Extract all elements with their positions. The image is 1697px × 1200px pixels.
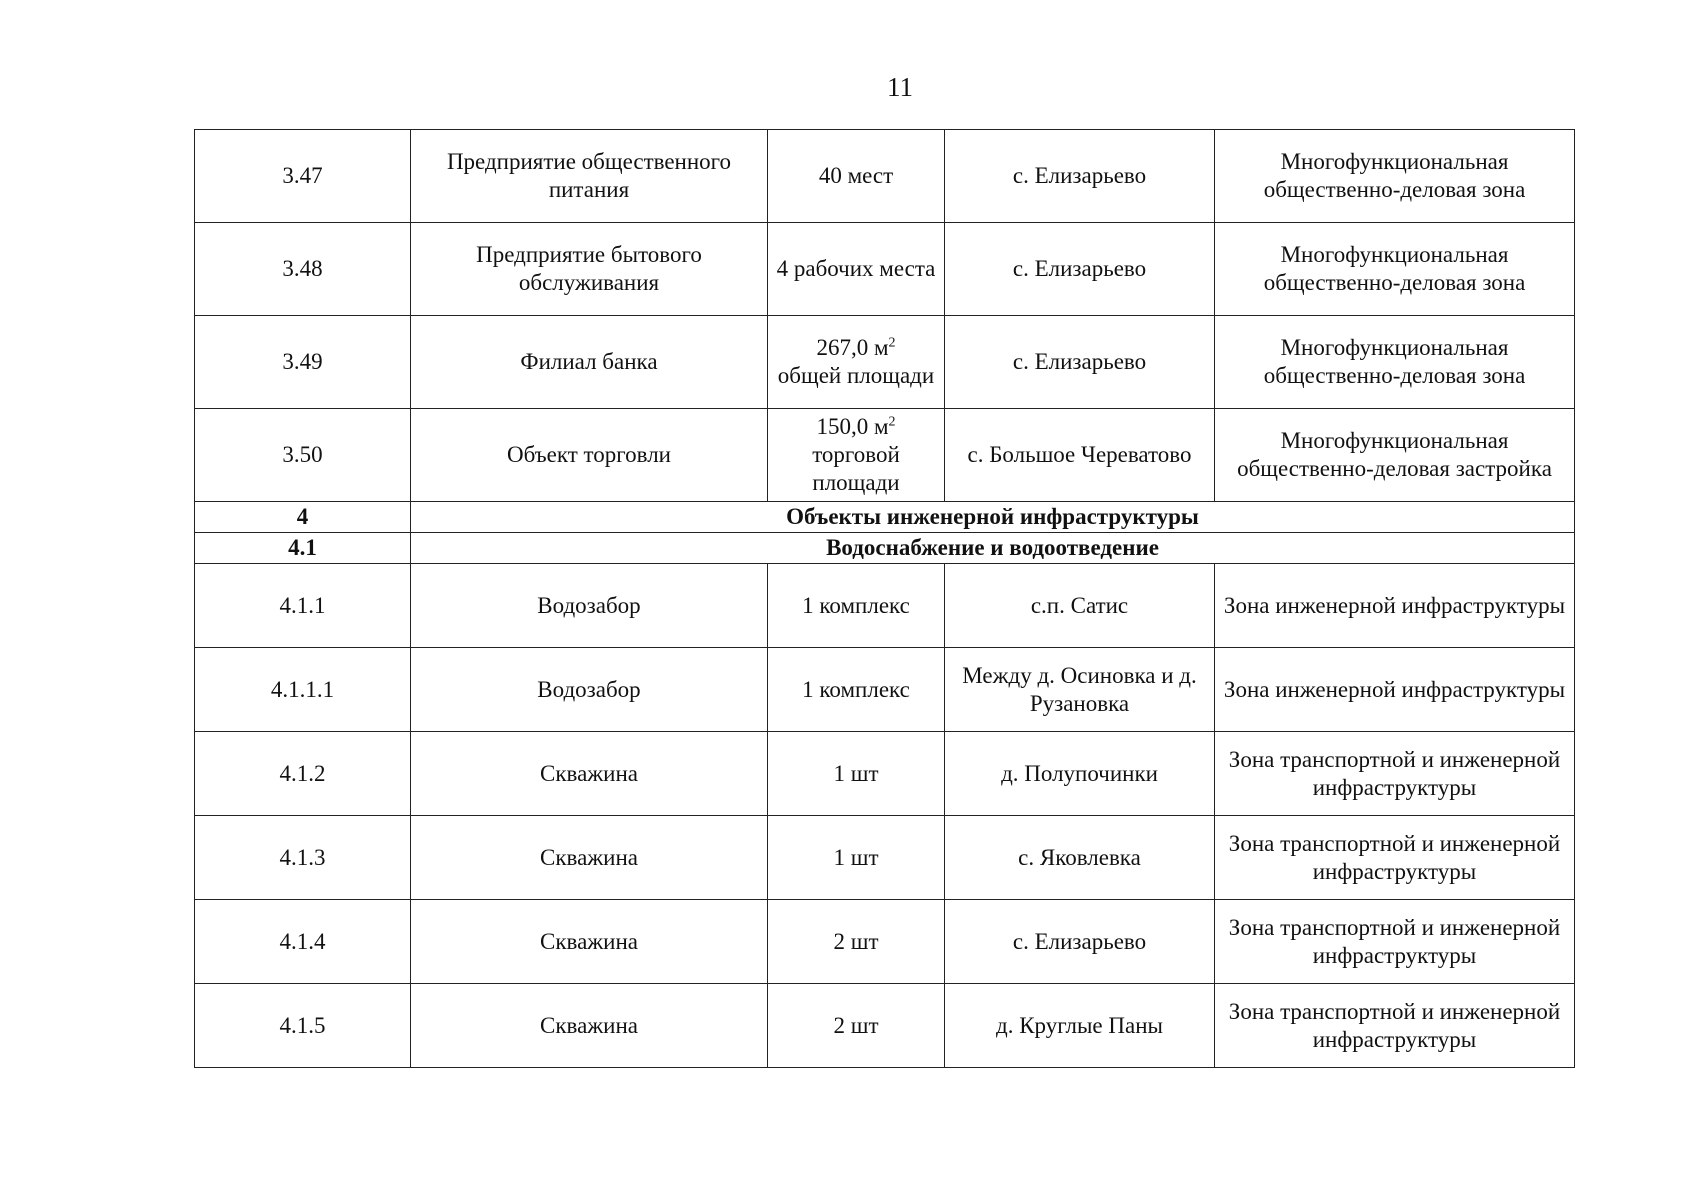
cell-zone: Зона транспортной и инженерной инфраструктуры [1215, 816, 1575, 900]
cell-number: 4.1.1 [195, 564, 411, 648]
cell-location: д. Круглые Паны [945, 984, 1215, 1068]
cell-zone: Зона транспортной и инженерной инфраструктуры [1215, 732, 1575, 816]
cell-location: Между д. Осиновка и д. Рузановка [945, 648, 1215, 732]
cell-name: Объект торговли [411, 409, 768, 502]
cell-number: 3.50 [195, 409, 411, 502]
cell-zone: Многофункциональная общественно-деловая зона [1215, 316, 1575, 409]
capacity-value: 150,0 м [816, 414, 889, 439]
cell-zone: Многофункциональная общественно-деловая зона [1215, 223, 1575, 316]
section-row [195, 533, 1575, 564]
cell-name: Водозабор [411, 564, 768, 648]
cell-location: с. Большое Череватово [945, 409, 1215, 502]
cell-name: Предприятие бытового обслуживания [411, 223, 768, 316]
cell-capacity: 1 комплекс [768, 564, 945, 648]
cell-number: 4.1.4 [195, 900, 411, 984]
cell-number: 3.47 [195, 130, 411, 223]
section-number: 4 [195, 502, 411, 533]
cell-zone: Зона транспортной и инженерной инфраструктуры [1215, 984, 1575, 1068]
cell-number: 4.1.5 [195, 984, 411, 1068]
cell-zone: Многофункциональная общественно-деловая застройка [1215, 409, 1575, 502]
cell-name: Скважина [411, 732, 768, 816]
capacity-value: 267,0 м [816, 335, 889, 360]
cell-name: Скважина [411, 984, 768, 1068]
table-row [195, 816, 1575, 900]
cell-location: с.п. Сатис [945, 564, 1215, 648]
table-row [195, 900, 1575, 984]
cell-location: д. Полупочинки [945, 732, 1215, 816]
page-number: 11 [887, 72, 913, 102]
cell-number: 3.49 [195, 316, 411, 409]
cell-name: Филиал банка [411, 316, 768, 409]
cell-location: с. Елизарьево [945, 130, 1215, 223]
cell-zone: Зона инженерной инфраструктуры [1215, 564, 1575, 648]
table-row [195, 223, 1575, 316]
cell-name: Скважина [411, 900, 768, 984]
cell-name: Водозабор [411, 648, 768, 732]
cell-capacity: 2 шт [768, 900, 945, 984]
cell-capacity [768, 316, 945, 409]
table-row [195, 648, 1575, 732]
capacity-superscript: 2 [888, 414, 896, 430]
cell-capacity [768, 409, 945, 502]
table-row [195, 564, 1575, 648]
cell-capacity: 40 мест [768, 130, 945, 223]
cell-location: с. Елизарьево [945, 316, 1215, 409]
cell-zone: Зона инженерной инфраструктуры [1215, 648, 1575, 732]
cell-capacity: 2 шт [768, 984, 945, 1068]
objects-table [194, 129, 1575, 1068]
cell-zone: Многофункциональная общественно-деловая зона [1215, 130, 1575, 223]
cell-number: 4.1.1.1 [195, 648, 411, 732]
cell-location: с. Яковлевка [945, 816, 1215, 900]
section-number: 4.1 [195, 533, 411, 564]
cell-number: 4.1.2 [195, 732, 411, 816]
cell-number: 4.1.3 [195, 816, 411, 900]
cell-name: Предприятие общественного питания [411, 130, 768, 223]
cell-capacity: 4 рабочих места [768, 223, 945, 316]
table-row [195, 316, 1575, 409]
capacity-unit: общей площади [777, 363, 935, 388]
table-row [195, 732, 1575, 816]
cell-zone: Зона транспортной и инженерной инфраструктуры [1215, 900, 1575, 984]
table-row [195, 409, 1575, 502]
table-row [195, 984, 1575, 1068]
section-title: Водоснабжение и водоотведение [411, 533, 1575, 564]
cell-location: с. Елизарьево [945, 223, 1215, 316]
cell-number: 3.48 [195, 223, 411, 316]
cell-capacity: 1 шт [768, 732, 945, 816]
cell-capacity: 1 шт [768, 816, 945, 900]
section-title: Объекты инженерной инфраструктуры [411, 502, 1575, 533]
capacity-unit: торговой площади [812, 442, 900, 495]
cell-name: Скважина [411, 816, 768, 900]
section-row [195, 502, 1575, 533]
cell-location: с. Елизарьево [945, 900, 1215, 984]
cell-capacity: 1 комплекс [768, 648, 945, 732]
capacity-superscript: 2 [888, 335, 896, 351]
table-row [195, 130, 1575, 223]
